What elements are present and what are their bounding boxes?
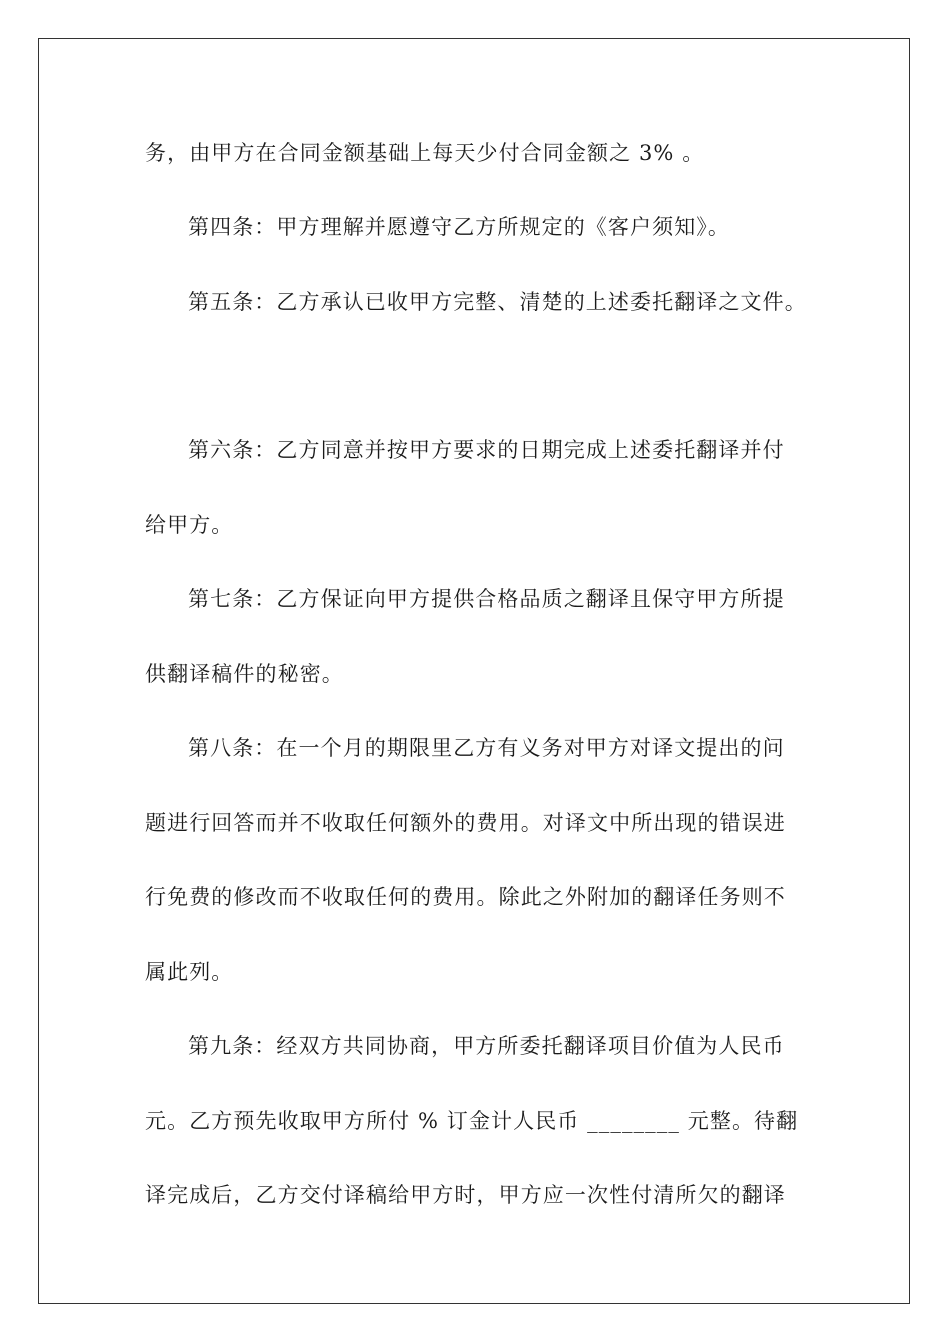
clause-5: 第五条：乙方承认已收甲方完整、清楚的上述委托翻译之文件。 — [188, 290, 807, 314]
clause-4: 第四条：甲方理解并愿遵守乙方所规定的《客户须知》。 — [188, 215, 730, 239]
text-line: 题进行回答而并不收取任何额外的费用。对译文中所出现的错误进 — [145, 811, 786, 835]
text-line: 供翻译稿件的秘密。 — [145, 662, 344, 686]
text-line: 译完成后，乙方交付译稿给甲方时，甲方应一次性付清所欠的翻译 — [145, 1183, 786, 1207]
text-line: 行免费的修改而不收取任何的费用。除此之外附加的翻译任务则不 — [145, 885, 786, 909]
text-line: 属此列。 — [145, 960, 234, 984]
text-line: 元。乙方预先收取甲方所付 % 订金计人民币 ________ 元整。待翻 — [145, 1109, 799, 1133]
clause-9: 第九条：经双方共同协商，甲方所委托翻译项目价值为人民币 — [188, 1034, 785, 1058]
clause-7: 第七条：乙方保证向甲方提供合格品质之翻译且保守甲方所提 — [188, 587, 785, 611]
clause-8: 第八条：在一个月的期限里乙方有义务对甲方对译文提出的问 — [188, 736, 785, 760]
clause-6: 第六条：乙方同意并按甲方要求的日期完成上述委托翻译并付 — [188, 438, 785, 462]
text-line: 务，由甲方在合同金额基础上每天少付合同金额之 3% 。 — [145, 141, 705, 165]
text-line: 给甲方。 — [145, 513, 234, 537]
